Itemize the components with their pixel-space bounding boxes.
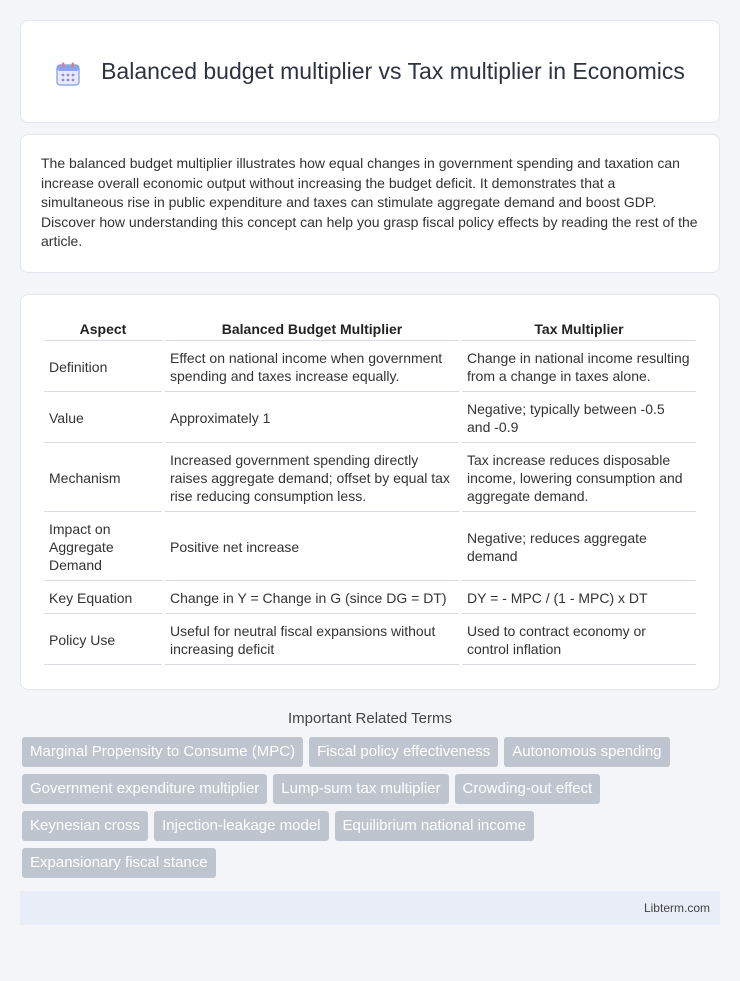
row-aspect-cell: Key Equation: [44, 583, 162, 614]
header-aspect: Aspect: [44, 317, 162, 341]
related-term-tag[interactable]: Crowding-out effect: [455, 774, 601, 804]
table-row: [44, 394, 696, 443]
related-term-tag[interactable]: Equilibrium national income: [335, 811, 534, 841]
related-term-tag[interactable]: Expansionary fiscal stance: [22, 848, 216, 878]
footer: [20, 891, 720, 925]
row-tax-cell: Tax increase reduces disposable income, lowering consumption and aggregate demand.: [462, 445, 696, 512]
row-bbm-cell: Useful for neutral fiscal expansions without increasing deficit: [165, 616, 459, 665]
comparison-table-card: [20, 294, 720, 690]
table-header-row: [44, 317, 696, 341]
header-tax-multiplier: Tax Multiplier: [462, 317, 696, 341]
related-term-tag[interactable]: Lump-sum tax multiplier: [273, 774, 448, 804]
table-row: [44, 616, 696, 665]
page-title: Balanced budget multiplier vs Tax multiplier in Economics: [101, 57, 685, 84]
table-row: [44, 583, 696, 614]
row-aspect-cell: Policy Use: [44, 616, 162, 665]
title-wrap: [55, 57, 685, 87]
row-bbm-cell: Approximately 1: [165, 394, 459, 443]
calendar-icon: [55, 61, 81, 87]
title-card: [20, 20, 720, 123]
row-tax-cell: Negative; typically between -0.5 and -0.9: [462, 394, 696, 443]
row-aspect-cell: Impact on Aggregate Demand: [44, 514, 162, 581]
intro-text: The balanced budget multiplier illustrates how equal changes in government spending and taxation can increase overall economic output without increasing the budget deficit. It demonstrates that a simultaneous rise in public expenditure and taxes can stimulate aggregate demand and boost GDP. Discover how understanding this concept can help you grasp fiscal policy effects by reading the rest of the article.: [41, 155, 698, 250]
intro-card: [20, 134, 720, 273]
related-term-tag[interactable]: Autonomous spending: [504, 737, 669, 767]
table-row: [44, 445, 696, 512]
table-row: [44, 343, 696, 392]
row-aspect-cell: Mechanism: [44, 445, 162, 512]
related-terms-title: Important Related Terms: [288, 709, 452, 727]
related-term-tag[interactable]: Government expenditure multiplier: [22, 774, 267, 804]
row-tax-cell: DY = - MPC / (1 - MPC) x DT: [462, 583, 696, 614]
footer-brand-link[interactable]: Libterm.com: [643, 900, 710, 915]
row-tax-cell: Negative; reduces aggregate demand: [462, 514, 696, 581]
related-term-tag[interactable]: Injection-leakage model: [154, 811, 328, 841]
related-term-tag[interactable]: Fiscal policy effectiveness: [309, 737, 498, 767]
row-tax-cell: Used to contract economy or control inflation: [462, 616, 696, 665]
row-bbm-cell: Effect on national income when government spending and taxes increase equally.: [165, 343, 459, 392]
header-balanced-budget-multiplier: Balanced Budget Multiplier: [165, 317, 459, 341]
related-term-tag[interactable]: Marginal Propensity to Consume (MPC): [22, 737, 303, 767]
related-terms-section: [20, 710, 720, 878]
related-terms-tags: [20, 737, 720, 878]
row-bbm-cell: Increased government spending directly raises aggregate demand; offset by equal tax rise reducing consumption less.: [165, 445, 459, 512]
row-aspect-cell: Definition: [44, 343, 162, 392]
related-term-tag[interactable]: Keynesian cross: [22, 811, 148, 841]
table-row: [44, 514, 696, 581]
row-bbm-cell: Positive net increase: [165, 514, 459, 581]
comparison-table: [41, 315, 699, 667]
row-aspect-cell: Value: [44, 394, 162, 443]
row-bbm-cell: Change in Y = Change in G (since DG = DT): [165, 583, 459, 614]
row-tax-cell: Change in national income resulting from a change in taxes alone.: [462, 343, 696, 392]
